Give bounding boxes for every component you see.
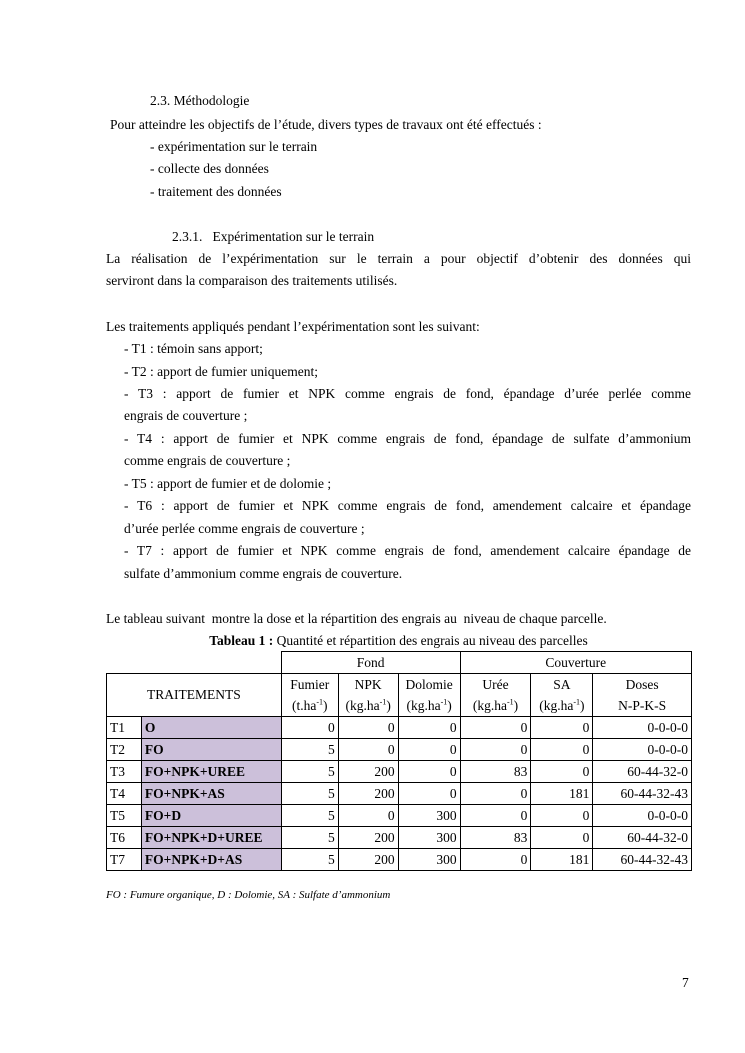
- row-treatment-name: FO+NPK+UREE: [141, 761, 281, 783]
- table-caption: [106, 633, 691, 649]
- unit-fumier: $(t.ha^{-1})$: [281, 695, 338, 717]
- table-row: [107, 739, 692, 761]
- treatment-line: sulfate d’ammonium comme engrais de couverture.: [124, 566, 403, 581]
- cell-dolomie: 0: [398, 783, 460, 805]
- cell-sa: 0: [531, 739, 593, 761]
- cell-sa: 0: [531, 805, 593, 827]
- cell-doses: 60-44-32-0: [593, 761, 692, 783]
- cell-npk: 200: [338, 849, 398, 871]
- table-header-row: [107, 674, 692, 696]
- cell-fumier: 5: [281, 783, 338, 805]
- col-sa-header: SA: [531, 674, 593, 696]
- table-row: [107, 761, 692, 783]
- paragraph-line: La réalisation de l’expérimentation sur le terrain a pour objectif d’obtenir des données qui: [106, 251, 691, 266]
- cell-npk: 200: [338, 761, 398, 783]
- method-item: - expérimentation sur le terrain: [150, 139, 318, 154]
- table-caption-text: Quantité et répartition des engrais au niveau des parcelles: [273, 633, 588, 648]
- table-row: [107, 849, 692, 871]
- traitements-header: TRAITEMENTS: [107, 674, 282, 717]
- unit-sa: $(kg.ha^{-1})$: [531, 695, 593, 717]
- table-footnote: FO : Fumure organique, D : Dolomie, SA : Sulfate d’ammonium: [106, 889, 391, 901]
- cell-doses: 60-44-32-43: [593, 783, 692, 805]
- cell-npk: 200: [338, 783, 398, 805]
- cell-uree: 83: [460, 761, 531, 783]
- cell-fumier: 0: [281, 717, 338, 739]
- cell-sa: 181: [531, 849, 593, 871]
- row-treatment-name: O: [141, 717, 281, 739]
- row-treatment-name: FO+NPK+D+AS: [141, 849, 281, 871]
- unit-doses: N-P-K-S: [593, 695, 692, 717]
- cell-npk: 0: [338, 739, 398, 761]
- cell-sa: 181: [531, 783, 593, 805]
- cell-doses: 60-44-32-43: [593, 849, 692, 871]
- cell-npk: 0: [338, 805, 398, 827]
- treatment-line: - T4 : apport de fumier et NPK comme engrais de fond, épandage de sulfate d’ammonium: [124, 431, 691, 446]
- cell-dolomie: 300: [398, 805, 460, 827]
- section-heading: 2.3. Méthodologie: [150, 93, 250, 108]
- treatment-line: - T5 : apport de fumier et de dolomie ;: [124, 476, 332, 491]
- treatment-line: - T6 : apport de fumier et NPK comme engrais de fond, amendement calcaire et épandage: [124, 498, 691, 513]
- cell-doses: 60-44-32-0: [593, 827, 692, 849]
- col-dolomie-header: Dolomie: [398, 674, 460, 696]
- method-item: - collecte des données: [150, 161, 269, 176]
- cell-doses: 0-0-0-0: [593, 739, 692, 761]
- section-intro: Pour atteindre les objectifs de l’étude, divers types de travaux ont été effectués :: [110, 117, 542, 132]
- cell-sa: 0: [531, 717, 593, 739]
- unit-uree: $(kg.ha^{-1})$: [460, 695, 531, 717]
- subsection-heading: 2.3.1. Expérimentation sur le terrain: [172, 229, 375, 244]
- group-fond-header: Fond: [281, 652, 460, 674]
- cell-dolomie: 0: [398, 761, 460, 783]
- row-treatment-name: FO+NPK+D+UREE: [141, 827, 281, 849]
- treatment-line: d’urée perlée comme engrais de couverture ;: [124, 521, 365, 536]
- table-row: [107, 783, 692, 805]
- cell-sa: 0: [531, 827, 593, 849]
- page-number: 7: [682, 975, 689, 990]
- table-row: [107, 827, 692, 849]
- table-caption-label: Tableau 1 :: [209, 633, 274, 648]
- treatment-line: - T1 : témoin sans apport;: [124, 341, 263, 356]
- row-code: T1: [107, 717, 142, 739]
- table-header-row: [107, 652, 692, 674]
- cell-dolomie: 0: [398, 739, 460, 761]
- unit-npk: $(kg.ha^{-1})$: [338, 695, 398, 717]
- group-couverture-header: Couverture: [460, 652, 691, 674]
- row-treatment-name: FO+NPK+AS: [141, 783, 281, 805]
- row-code: T6: [107, 827, 142, 849]
- paragraph-line: serviront dans la comparaison des traitements utilisés.: [106, 273, 398, 288]
- cell-doses: 0-0-0-0: [593, 717, 692, 739]
- cell-sa: 0: [531, 761, 593, 783]
- col-doses-header: Doses: [593, 674, 692, 696]
- treatment-line: - T3 : apport de fumier et NPK comme engrais de fond, épandage d’urée perlée comme: [124, 386, 691, 401]
- treatments-intro: Les traitements appliqués pendant l’expérimentation sont les suivant:: [106, 319, 480, 334]
- cell-uree: 0: [460, 783, 531, 805]
- table-intro: Le tableau suivant montre la dose et la répartition des engrais au niveau de chaque parcelle.: [106, 611, 607, 626]
- cell-uree: 0: [460, 849, 531, 871]
- cell-dolomie: 0: [398, 717, 460, 739]
- cell-fumier: 5: [281, 849, 338, 871]
- row-code: T4: [107, 783, 142, 805]
- table-row: [107, 805, 692, 827]
- cell-fumier: 5: [281, 805, 338, 827]
- row-treatment-name: FO+D: [141, 805, 281, 827]
- col-npk-header: NPK: [338, 674, 398, 696]
- cell-uree: 0: [460, 805, 531, 827]
- treatment-line: - T7 : apport de fumier et NPK comme engrais de fond, amendement calcaire épandage de: [124, 543, 691, 558]
- cell-fumier: 5: [281, 827, 338, 849]
- fertilizer-table: [106, 651, 692, 871]
- cell-npk: 200: [338, 827, 398, 849]
- treatment-line: comme engrais de couverture ;: [124, 453, 291, 468]
- row-code: T7: [107, 849, 142, 871]
- cell-dolomie: 300: [398, 849, 460, 871]
- cell-uree: 0: [460, 717, 531, 739]
- cell-npk: 0: [338, 717, 398, 739]
- treatment-line: - T2 : apport de fumier uniquement;: [124, 364, 318, 379]
- row-code: T5: [107, 805, 142, 827]
- cell-dolomie: 300: [398, 827, 460, 849]
- row-treatment-name: FO: [141, 739, 281, 761]
- method-item: - traitement des données: [150, 184, 282, 199]
- cell-uree: 83: [460, 827, 531, 849]
- cell-fumier: 5: [281, 739, 338, 761]
- cell-uree: 0: [460, 739, 531, 761]
- row-code: T3: [107, 761, 142, 783]
- cell-fumier: 5: [281, 761, 338, 783]
- col-uree-header: Urée: [460, 674, 531, 696]
- treatment-line: engrais de couverture ;: [124, 408, 248, 423]
- cell-doses: 0-0-0-0: [593, 805, 692, 827]
- row-code: T2: [107, 739, 142, 761]
- unit-dolomie: $(kg.ha^{-1})$: [398, 695, 460, 717]
- table-row: [107, 717, 692, 739]
- col-fumier-header: Fumier: [281, 674, 338, 696]
